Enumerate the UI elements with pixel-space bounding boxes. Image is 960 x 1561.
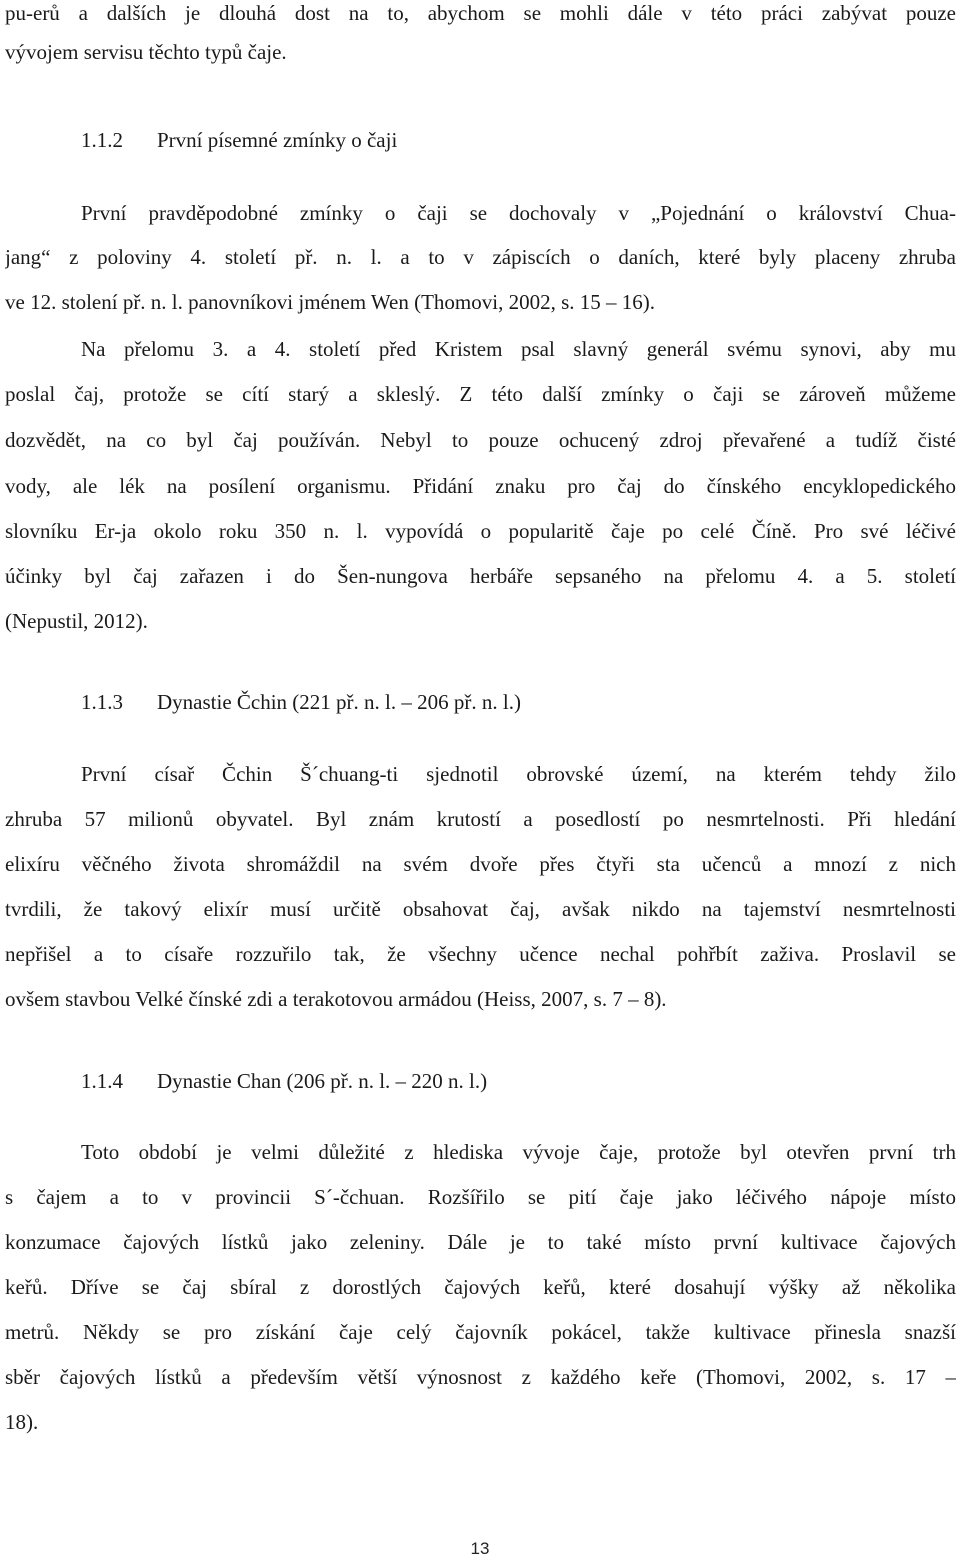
text-line: ve 12. stolení př. n. l. panovníkovi jménem Wen (Thomovi, 2002, s. 15 – 16). — [5, 290, 656, 314]
text-line: První pravděpodobné zmínky o čaji se dochovaly v „Pojednání o království Chua- — [81, 201, 956, 225]
text-line: dozvědět, na co byl čaj používán. Nebyl to pouze ochucený zdroj převařené a tudíž čisté — [5, 428, 956, 452]
text-line: keřů. Dříve se čaj sbíral z dorostlých čajových keřů, které dosahují výšky až několika — [5, 1275, 956, 1299]
section-title: Dynastie Čchin (221 př. n. l. – 206 př. n. l.) — [157, 690, 521, 714]
text-line: konzumace čajových lístků jako zeleniny. Dále je to také místo první kultivace čajových — [5, 1230, 956, 1254]
text-line: sběr čajových lístků a především větší výnosnost z každého keře (Thomovi, 2002, s. 17 – — [5, 1365, 956, 1389]
text-line: tvrdili, že takový elixír musí určitě obsahovat čaj, avšak nikdo na tajemství nesmrtelnosti — [5, 897, 956, 921]
text-line: vody, ale lék na posílení organismu. Přidání znaku pro čaj do čínského encyklopedického — [5, 474, 956, 498]
section-heading-1-1-2 — [81, 127, 397, 153]
text-line: jang“ z poloviny 4. století př. n. l. a to v zápiscích o daních, které byly placeny zhruba — [5, 245, 956, 269]
text-line: vývojem servisu těchto typů čaje. — [5, 40, 287, 64]
text-line: ovšem stavbou Velké čínské zdi a terakotovou armádou (Heiss, 2007, s. 7 – 8). — [5, 987, 667, 1011]
section-title: Dynastie Chan (206 př. n. l. – 220 n. l.) — [157, 1069, 488, 1093]
section-number: 1.1.4 — [81, 1069, 123, 1093]
text-line: (Nepustil, 2012). — [5, 609, 148, 633]
text-line: metrů. Někdy se pro získání čaje celý čajovník pokácel, takže kultivace přinesla snazší — [5, 1320, 956, 1344]
text-line: nepřišel a to císaře rozzuřilo tak, že všechny učence nechal pohřbít zaživa. Proslavil se — [5, 942, 956, 966]
text-line: 18). — [5, 1410, 39, 1434]
text-line: Na přelomu 3. a 4. století před Kristem psal slavný generál svému synovi, aby mu — [81, 337, 956, 361]
section-title: První písemné zmínky o čaji — [157, 128, 398, 152]
text-line: poslal čaj, protože se cítí starý a skleslý. Z této další zmínky o čaji se zároveň můžeme — [5, 382, 956, 406]
page-number: 13 — [470, 1539, 490, 1558]
text-line: První císař Čchin Š´chuang-ti sjednotil obrovské území, na kterém tehdy žilo — [81, 762, 956, 786]
text-line: pu-erů a dalších je dlouhá dost na to, abychom se mohli dále v této práci zabývat pouze — [5, 1, 956, 25]
text-line: elixíru věčného života shromáždil na svém dvoře přes čtyři sta učenců a mnozí z nich — [5, 852, 956, 876]
text-line: Toto období je velmi důležité z hlediska vývoje čaje, protože byl otevřen první trh — [81, 1140, 956, 1164]
text-line: s čajem a to v provincii S´-čchuan. Rozšířilo se pití čaje jako léčivého nápoje místo — [5, 1185, 956, 1209]
section-heading-1-1-3 — [81, 689, 521, 715]
text-line: slovníku Er-ja okolo roku 350 n. l. vypovídá o popularitě čaje po celé Číně. Pro své léčivé — [5, 519, 956, 543]
text-line: zhruba 57 milionů obyvatel. Byl znám krutostí a posedlostí po nesmrtelnosti. Při hledání — [5, 807, 956, 831]
text-line: účinky byl čaj zařazen i do Šen-nungova herbáře sepsaného na přelomu 4. a 5. století — [5, 564, 956, 588]
section-number: 1.1.2 — [81, 128, 123, 152]
section-number: 1.1.3 — [81, 690, 123, 714]
section-heading-1-1-4 — [81, 1068, 487, 1094]
